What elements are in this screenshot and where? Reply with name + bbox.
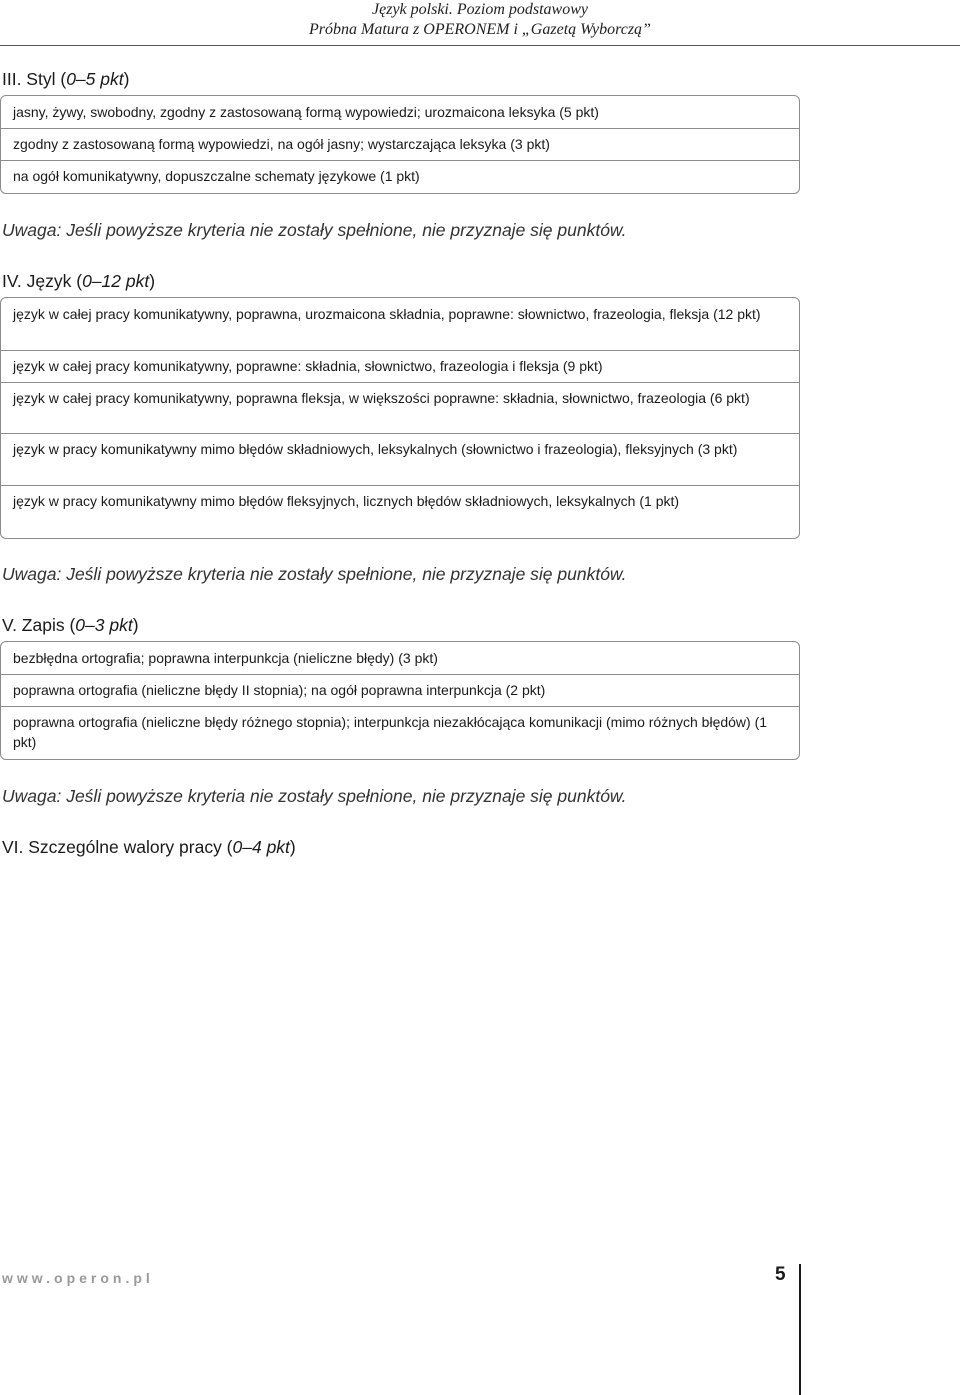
criteria-row: poprawna ortografia (nieliczne błędy różnego stopnia); interpunkcja niezakłócająca komunikacji (mimo różnych błędów) (1 pkt) [1, 706, 799, 758]
criteria-row: język w całej pracy komunikatywny, poprawne: składnia, słownictwo, frazeologia i fleksja (9 pkt) [1, 350, 799, 382]
note-jezyk: Uwaga: Jeśli powyższe kryteria nie zostały spełnione, nie przyznaje się punktów. [2, 564, 627, 584]
criteria-row: język w całej pracy komunikatywny, poprawna, urozmaicona składnia, poprawne: słownictwo, frazeologia, fleksja (12 pkt) [13, 306, 761, 322]
page-header [0, 0, 960, 46]
criteria-row: język w pracy komunikatywny mimo błędów składniowych, leksykalnych (słownictwo i frazeologia), fleksyjnych (3 pkt) [1, 433, 799, 485]
header-divider [0, 45, 960, 46]
criteria-row: język w pracy komunikatywny mimo błędów fleksyjnych, licznych błędów składniowych, leksykalnych (1 pkt) [1, 485, 799, 537]
criteria-row: zgodny z zastosowaną formą wypowiedzi, na ogół jasny; wystarczająca leksyka (3 pkt) [1, 128, 799, 160]
criteria-box-styl [0, 95, 800, 194]
criteria-row: bezbłędna ortografia; poprawna interpunkcja (nieliczne błędy) (3 pkt) [13, 650, 438, 666]
criteria-row: jasny, żywy, swobodny, zgodny z zastosowaną formą wypowiedzi; urozmaicona leksyka (5 pkt) [13, 104, 599, 120]
criteria-row: język w całej pracy komunikatywny, poprawna fleksja, w większości poprawne: składnia, słownictwo, frazeologia (6 pkt) [1, 382, 799, 433]
section-title-jezyk: IV. Język (0–12 pkt) [2, 271, 156, 291]
footer-divider [799, 1264, 801, 1395]
section-title-zapis: V. Zapis (0–3 pkt) [2, 615, 139, 635]
page-number: 5 [775, 1264, 786, 1285]
note-styl: Uwaga: Jeśli powyższe kryteria nie zostały spełnione, nie przyznaje się punktów. [2, 220, 627, 240]
section-title-styl: III. Styl (0–5 pkt) [2, 69, 130, 89]
note-zapis: Uwaga: Jeśli powyższe kryteria nie zostały spełnione, nie przyznaje się punktów. [2, 786, 627, 806]
footer-url-link[interactable]: www.operon.pl [2, 1270, 154, 1286]
criteria-row: poprawna ortografia (nieliczne błędy II stopnia); na ogół poprawna interpunkcja (2 pkt) [1, 674, 799, 706]
header-exam-title: Język polski. Poziom podstawowy [372, 1, 588, 18]
criteria-box-jezyk [0, 297, 800, 539]
criteria-row: na ogół komunikatywny, dopuszczalne schematy językowe (1 pkt) [1, 160, 799, 192]
header-exam-subtitle: Próbna Matura z OPERONEM i „Gazetą Wyborczą” [309, 21, 651, 38]
section-title-walory: VI. Szczególne walory pracy (0–4 pkt) [2, 837, 296, 857]
criteria-box-zapis [0, 641, 800, 760]
